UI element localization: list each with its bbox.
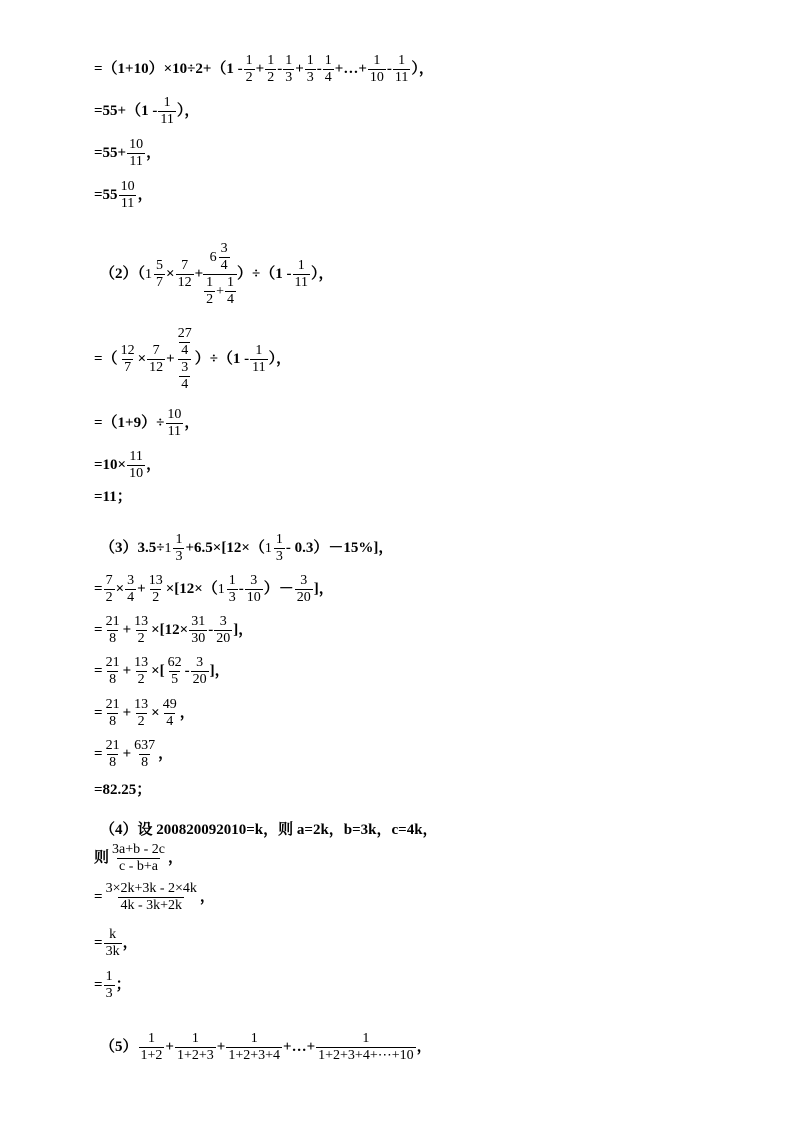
p4-line5: = $\frac{1}{3}$ ； <box>94 969 131 1001</box>
p1-line4: =55 $\frac{10}{11}$ ， <box>94 179 153 211</box>
fraction: $\frac{21}{8}$ <box>105 655 120 687</box>
problem-number: （3）3.5÷ <box>100 540 165 556</box>
fraction: $\frac{1}{2}$ <box>267 53 275 85</box>
fraction: $\frac{13}{2}$ <box>134 614 149 646</box>
fraction: $\frac{3}{4}$ <box>127 573 135 605</box>
fraction: $\frac{13}{2}$ <box>134 697 149 729</box>
fraction: $\frac{1}{1+2+3+4+\cdots+10}$ <box>318 1031 414 1063</box>
fraction: $\frac{49}{4}$ <box>162 697 177 729</box>
p2-line3: =（1+9）÷ $\frac{10}{11}$ ， <box>94 407 200 439</box>
fraction: $\frac{1}{11}$ <box>294 258 309 290</box>
fraction: $\frac{1}{1+2+3}$ <box>176 1031 214 1063</box>
mixed-number: 1 5 7 <box>145 258 164 290</box>
fraction: $\frac{3a+b - 2c}{c - b+a}$ <box>112 842 166 874</box>
fraction: $\frac{7}{12}$ <box>149 343 164 375</box>
complex-fraction: 27 4 3 4 <box>177 326 192 392</box>
fraction: $\frac{13}{2}$ <box>134 655 149 687</box>
problem-number: （4）设 200820092010=k，则 a=2k，b=3k，c=4k， <box>100 822 438 839</box>
fraction: $\frac{3}{20}$ <box>296 573 311 605</box>
fraction: $\frac{3}{20}$ <box>216 614 231 646</box>
fraction: $\frac{7}{12}$ <box>177 258 192 290</box>
fraction: $\frac{11}{10}$ <box>129 449 144 481</box>
fraction: $\frac{62}{5}$ <box>167 655 182 687</box>
fraction: $\frac{21}{8}$ <box>105 614 120 646</box>
fraction: $\frac{1}{2}$ <box>245 53 253 85</box>
fraction: $\frac{1}{10}$ <box>369 53 384 85</box>
fraction: $\frac{12}{7}$ <box>120 343 135 375</box>
fraction: $\frac{10}{11}$ <box>129 137 144 169</box>
mixed-number: 1 1 3 <box>164 532 183 564</box>
p3-line2: = $\frac{7}{2}$ × $\frac{3}{4}$ + $\frac{13}{2}$ ×[12×（ 1 1 3 - $\frac{3}{10}$ ）－ $\frac{3}{20}$ ]， <box>94 573 334 605</box>
p3-line5: = $\frac{21}{8}$ + $\frac{13}{2}$ × $\frac{49}{4}$ ， <box>94 697 195 729</box>
p4-line4: = $\frac{k}{3k}$ ， <box>94 927 138 959</box>
expr-text: =（1+10）×10÷2+（1 - <box>94 61 243 77</box>
fraction: $\frac{10}{11}$ <box>167 407 182 439</box>
p3-line7: =82.25； <box>94 782 152 799</box>
fraction: $\frac{3}{10}$ <box>246 573 261 605</box>
fraction: $\frac{1}{3}$ <box>105 969 113 1001</box>
fraction: $\frac{10}{11}$ <box>120 179 135 211</box>
fraction: $\frac{31}{30}$ <box>191 614 206 646</box>
p4-line3: = $\frac{3\times 2k+3k - 2\times 4k}{4k - 3k+2k}$ ， <box>94 881 215 913</box>
mixed-number: 1 1 3 <box>217 573 236 605</box>
p3-line6: = $\frac{21}{8}$ + $\frac{637}{8}$ ， <box>94 738 174 770</box>
p4-line2: 则 $\frac{3a+b - 2c}{c - b+a}$ ， <box>94 842 184 874</box>
fraction: $\frac{1}{1+2}$ <box>140 1031 163 1063</box>
fraction: $\frac{21}{8}$ <box>105 738 120 770</box>
fraction: $\frac{7}{2}$ <box>105 573 113 605</box>
p5-line1: （5） $\frac{1}{1+2}$ + $\frac{1}{1+2+3}$ + $\frac{1}{1+2+3+4}$ +…+ $\frac{1}{1+2+3+4+\cdots+10}$ ， <box>100 1031 432 1063</box>
p2-line1: （2）（ 1 5 7 × $\frac{7}{12}$ + 6 3 4 1 2 + $\frac{1}{4}$ ）÷（1 - $\frac{1}{11}$ ）， <box>100 241 334 307</box>
fraction: $\frac{21}{8}$ <box>105 697 120 729</box>
fraction: $\frac{637}{8}$ <box>134 738 156 770</box>
p4-line1 <box>100 823 438 838</box>
fraction: $\frac{13}{2}$ <box>148 573 163 605</box>
complex-fraction: 6 3 4 1 2 + $\frac{1}{4}$ <box>203 242 237 307</box>
p2-line5: =11； <box>94 489 132 506</box>
p1-line3: =55+ $\frac{10}{11}$ ， <box>94 137 162 169</box>
fraction: $\frac{1}{1+2+3+4}$ <box>228 1031 281 1063</box>
fraction: $\frac{k}{3k}$ <box>105 927 120 959</box>
fraction: $\frac{1}{3}$ <box>285 53 293 85</box>
p2-line2: =（ $\frac{12}{7}$ × $\frac{7}{12}$ + 27 4 3 4 ）÷（1 - $\frac{1}{11}$ ）， <box>94 326 292 392</box>
p1-line2: =55+（1 - $\frac{1}{11}$ ）， <box>94 95 200 127</box>
fraction: $\frac{1}{11}$ <box>252 343 266 375</box>
p1-line1: =（1+10）×10÷2+（1 - $\frac{1}{2}$ + $\frac{1}{2}$ - $\frac{1}{3}$ + $\frac{1}{3}$ - $\frac{1}{4}$ +…+ $\frac{1}{10}$ - $\frac{1}{11}$ ）， <box>94 53 434 85</box>
p3-line4: = $\frac{21}{8}$ + $\frac{13}{2}$ ×[ $\frac{62}{5}$ - $\frac{3}{20}$ ]， <box>94 655 230 687</box>
problem-number: （5） <box>100 1039 138 1055</box>
p3-line3: = $\frac{21}{8}$ + $\frac{13}{2}$ ×[12× $\frac{31}{30}$ - $\frac{3}{20}$ ]， <box>94 614 254 646</box>
mixed-number: 1 1 3 <box>264 532 283 564</box>
fraction: $\frac{3\times 2k+3k - 2\times 4k}{4k - 3k+2k}$ <box>105 881 197 913</box>
fraction: $\frac{1}{11}$ <box>394 53 409 85</box>
problem-number: （2）（ <box>100 266 146 282</box>
p2-line4: =10× $\frac{11}{10}$ ， <box>94 449 162 481</box>
fraction: $\frac{1}{11}$ <box>160 95 174 127</box>
p3-line1: （3）3.5÷ 1 1 3 +6.5×[12×（ 1 1 3 - 0.3）－15%]， <box>100 532 394 564</box>
fraction: $\frac{3}{20}$ <box>192 655 207 687</box>
fraction: $\frac{1}{4}$ <box>324 53 332 85</box>
fraction: $\frac{1}{3}$ <box>306 53 314 85</box>
